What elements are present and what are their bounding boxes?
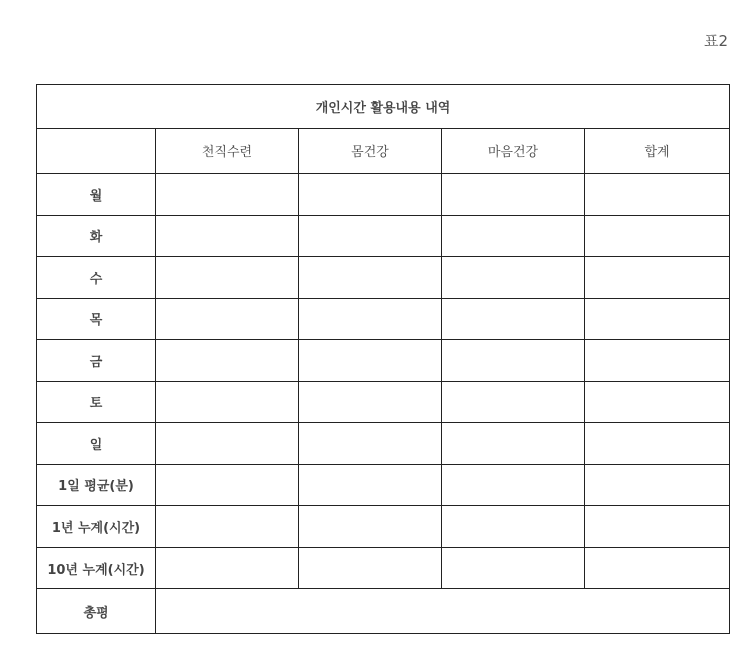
table-row (37, 506, 730, 548)
table-row (37, 464, 730, 506)
row-label: 수 (37, 257, 156, 299)
table-row (37, 547, 730, 589)
table-row (37, 423, 730, 465)
row-label: 금 (37, 340, 156, 382)
summary-label: 총평 (37, 589, 156, 634)
row-label: 1년 누계(시간) (37, 506, 156, 548)
entry-cell[interactable] (442, 340, 585, 382)
entry-cell[interactable] (442, 381, 585, 423)
entry-cell[interactable] (585, 423, 730, 465)
table-row (37, 215, 730, 257)
entry-cell[interactable] (585, 381, 730, 423)
entry-cell[interactable] (156, 464, 299, 506)
row-label: 토 (37, 381, 156, 423)
row-label: 월 (37, 174, 156, 216)
entry-cell[interactable] (585, 464, 730, 506)
entry-cell[interactable] (442, 215, 585, 257)
entry-cell[interactable] (585, 340, 730, 382)
column-header: 합계 (585, 128, 730, 174)
entry-cell[interactable] (442, 464, 585, 506)
entry-cell[interactable] (299, 298, 442, 340)
entry-cell[interactable] (156, 547, 299, 589)
entry-cell[interactable] (299, 257, 442, 299)
entry-cell[interactable] (585, 506, 730, 548)
summary-entry-cell[interactable] (156, 589, 730, 634)
table-row (37, 381, 730, 423)
table-number-label: 표2 (703, 32, 728, 50)
entry-cell[interactable] (299, 174, 442, 216)
personal-time-table (36, 84, 730, 634)
entry-cell[interactable] (442, 257, 585, 299)
table-row (37, 298, 730, 340)
entry-cell[interactable] (442, 423, 585, 465)
header-corner-cell (37, 128, 156, 174)
entry-cell[interactable] (156, 215, 299, 257)
entry-cell[interactable] (156, 174, 299, 216)
entry-cell[interactable] (299, 506, 442, 548)
entry-cell[interactable] (299, 547, 442, 589)
table-title: 개인시간 활용내용 내역 (37, 85, 730, 129)
row-label: 10년 누계(시간) (37, 547, 156, 589)
entry-cell[interactable] (156, 340, 299, 382)
entry-cell[interactable] (585, 298, 730, 340)
entry-cell[interactable] (299, 215, 442, 257)
entry-cell[interactable] (299, 423, 442, 465)
entry-cell[interactable] (442, 298, 585, 340)
entry-cell[interactable] (156, 298, 299, 340)
entry-cell[interactable] (585, 547, 730, 589)
entry-cell[interactable] (585, 174, 730, 216)
entry-cell[interactable] (156, 506, 299, 548)
entry-cell[interactable] (585, 215, 730, 257)
entry-cell[interactable] (442, 174, 585, 216)
column-header: 몸건강 (299, 128, 442, 174)
entry-cell[interactable] (299, 381, 442, 423)
column-header: 마음건강 (442, 128, 585, 174)
row-label: 1일 평균(분) (37, 464, 156, 506)
table-row (37, 340, 730, 382)
row-label: 일 (37, 423, 156, 465)
row-label: 목 (37, 298, 156, 340)
entry-cell[interactable] (299, 464, 442, 506)
summary-row (37, 589, 730, 634)
entry-cell[interactable] (299, 340, 442, 382)
entry-cell[interactable] (442, 547, 585, 589)
entry-cell[interactable] (156, 257, 299, 299)
row-label: 화 (37, 215, 156, 257)
column-header: 천직수련 (156, 128, 299, 174)
entry-cell[interactable] (442, 506, 585, 548)
entry-cell[interactable] (585, 257, 730, 299)
table-row (37, 257, 730, 299)
table-row (37, 174, 730, 216)
entry-cell[interactable] (156, 381, 299, 423)
entry-cell[interactable] (156, 423, 299, 465)
